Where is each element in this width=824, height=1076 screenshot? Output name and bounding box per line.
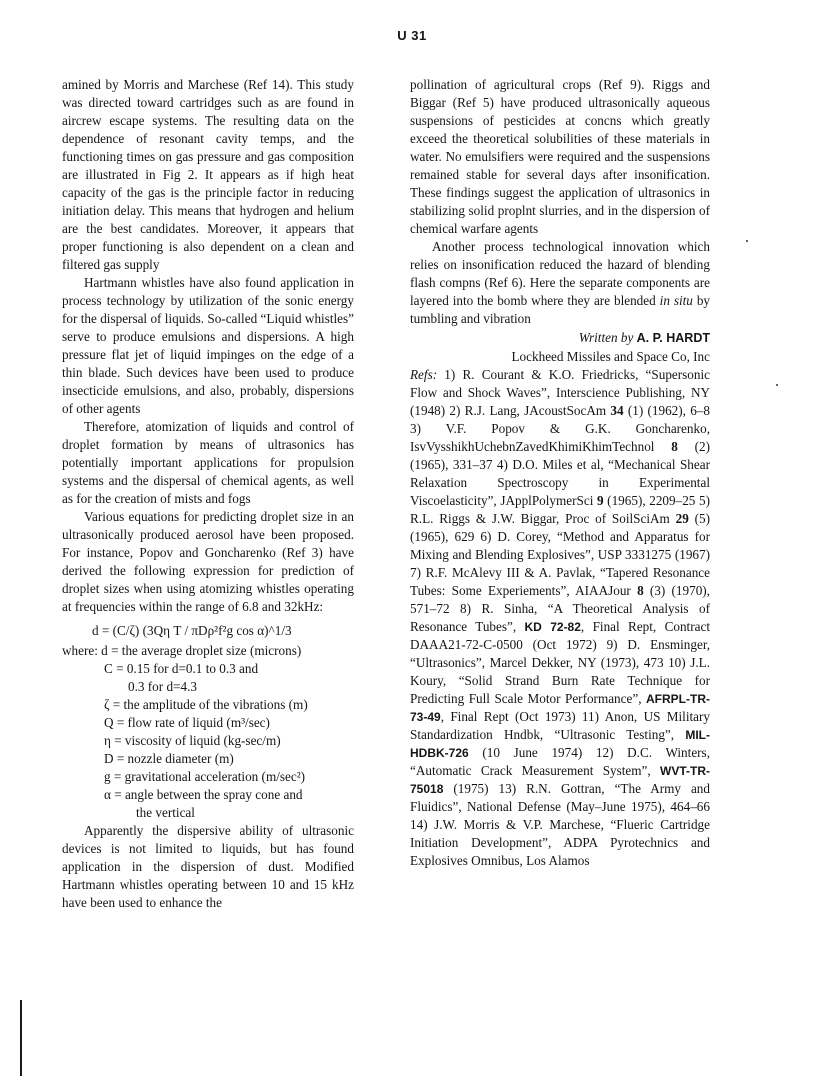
page-number: U 31 bbox=[397, 28, 427, 43]
refs-label: Refs: bbox=[410, 367, 438, 382]
definition-line: D = nozzle diameter (m) bbox=[104, 751, 234, 766]
author-name: A. P. HARDT bbox=[636, 331, 710, 345]
written-by-label: Written by bbox=[578, 330, 634, 345]
definition-line: where: d = the average droplet size (microns) bbox=[62, 643, 302, 658]
definition-line: η = viscosity of liquid (kg-sec/m) bbox=[104, 733, 281, 748]
paragraph-4: Various equations for predicting droplet size in an ultrasonically produced aerosol have been proposed. For instance, Popov and Goncharenko (Ref 3) have derived the following expression for prediction of droplet sizes when using atomizing whistles operating at frequencies within the range of 6.8 and 32kHz: bbox=[62, 509, 354, 614]
paragraph-1: amined by Morris and Marchese (Ref 14). This study was directed toward cartridges such as are found in aircrew escape systems. The resulting data on the dependence of resonant cavity temps, and the functioning times on gas pressure and gas composition are illustrated in Fig 2. It appears as if high heat capacity of the gas is the principle factor in reducing initiation delay. This means that hydrogen and helium are the best candidates. Moreover, it appears that proper functioning is also dependent on a clean and filtered gas supply bbox=[62, 77, 354, 272]
formula-definitions bbox=[62, 642, 354, 822]
scan-margin-line bbox=[20, 1000, 22, 1076]
left-column bbox=[62, 76, 354, 912]
scan-speck bbox=[776, 384, 778, 386]
droplet-size-formula: d = (C/ζ) (3Qη T / πDρ²f²g cos α)^1/3 bbox=[92, 623, 292, 638]
scan-speck bbox=[746, 240, 748, 242]
paragraph-2: Hartmann whistles have also found application in process technology by utilization of the sonic energy for the dispersal of liquids. So-called “Liquid whistles” serve to produce emulsions and dispersions. A high pressure flat jet of liquid impinges on the edge of a thin blade. Such devices have been used to produce insecticide emulsions, and also, probably, dispersions of other agents bbox=[62, 275, 354, 416]
definition-line: 0.3 for d=4.3 bbox=[128, 679, 197, 694]
definition-line: ζ = the amplitude of the vibrations (m) bbox=[104, 697, 308, 712]
paragraph-5: Apparently the dispersive ability of ultrasonic devices is not limited to liquids, but has found application in the dispersion of dust. Modified Hartmann whistles operating between 10 and 15 kHz have been used to enhance the bbox=[62, 823, 354, 910]
paragraph-3: Therefore, atomization of liquids and control of droplet formation by means of ultrasonics has potentially important applications for propulsion systems and the dispersal of chemical agents, as well as for the creation of mists and fogs bbox=[62, 419, 354, 506]
definition-line: Q = flow rate of liquid (m³/sec) bbox=[104, 715, 270, 730]
definition-line: C = 0.15 for d=0.1 to 0.3 and bbox=[104, 661, 259, 676]
references: Refs: 1) R. Courant & K.O. Friedricks, “Supersonic Flow and Shock Waves”, Interscience Publishing, NY (1948) 2) R.J. Lang, JAcoustSocAm 34 (1) (1962), 6–8 3) V.F. Popov & G.K. Goncharenko, IsvVysshikhUchebnZavedKhimiKhimTechnol 8 (2) (1965), 331–37 4) D.O. Miles et al, “Mechanical Shear Relaxation Spectroscopy in Experimental Viscoelasticity”, JApplPolymerSci 9 (1965), 2209–25 5) R.L. Riggs & J.W. Biggar, Proc of SoilSciAm 29 (5) (1965), 629 6) D. Corey, “Method and Apparatus for Mixing and Blending Explosives”, USP 3331275 (1967) 7) R.F. McAlevy III & A. Pavlak, “Tapered Resonance Tubes: Some Experiements”, AIAAJour 8 (3) (1970), 571–72 8) R. Sinha, “A Theoretical Analysis of Resonance Tubes”, KD 72-82, Final Rept, Contract DAAA21-72-C-0500 (Oct 1972) 9) D. Ensminger, “Ultrasonics”, Marcel Dekker, NY (1973), 473 10) J.L. Koury, “Solid Strand Burn Rate Technique for Predicting Full Scale Motor Performance”, AFRPL-TR-73-49, Final Rept (Oct 1973) 11) Anon, US Military Standardization Hndbk, “Ultrasonic Testing”, MIL-HDBK-726 (10 June 1974) 12) D.C. Winters, “Automatic Crack Measurement System”, WVT-TR-75018 (1975) 13) R.N. Gottran, “The Army and Fluidics”, National Defense (May–June 1975), 464–66 14) J.W. Morris & V.P. Marchese, “Flueric Cartridge Initiation Development”, ADPA Pyrotechnics and Explosives Omnibus, Los Alamos bbox=[410, 367, 710, 868]
author-affiliation: Lockheed Missiles and Space Co, Inc bbox=[511, 349, 710, 364]
definition-line: α = angle between the spray cone and bbox=[104, 787, 303, 802]
definition-line: the vertical bbox=[136, 805, 195, 820]
definition-line: g = gravitational acceleration (m/sec²) bbox=[104, 769, 306, 784]
right-column bbox=[410, 76, 710, 870]
paragraph-1: pollination of agricultural crops (Ref 9). Riggs and Biggar (Ref 5) have produced ultrasonically aqueous suspensions of pesticides at concns which greatly exceed the theoretical solubilities of these materials in water. No emulsifiers were required and the suspensions remained stable for several days after insonification. These findings suggest the application of ultrasonics in stabilizing solid proplnt slurries, and in the dispersion of chemical warfare agents bbox=[410, 77, 710, 236]
author-signature bbox=[410, 329, 710, 347]
paragraph-2: Another process technological innovation which relies on insonification reduced the hazard of blending flash compns (Ref 6). Here the separate components are layered into the bomb where they are blended in situ by tumbling and vibration bbox=[410, 239, 711, 326]
